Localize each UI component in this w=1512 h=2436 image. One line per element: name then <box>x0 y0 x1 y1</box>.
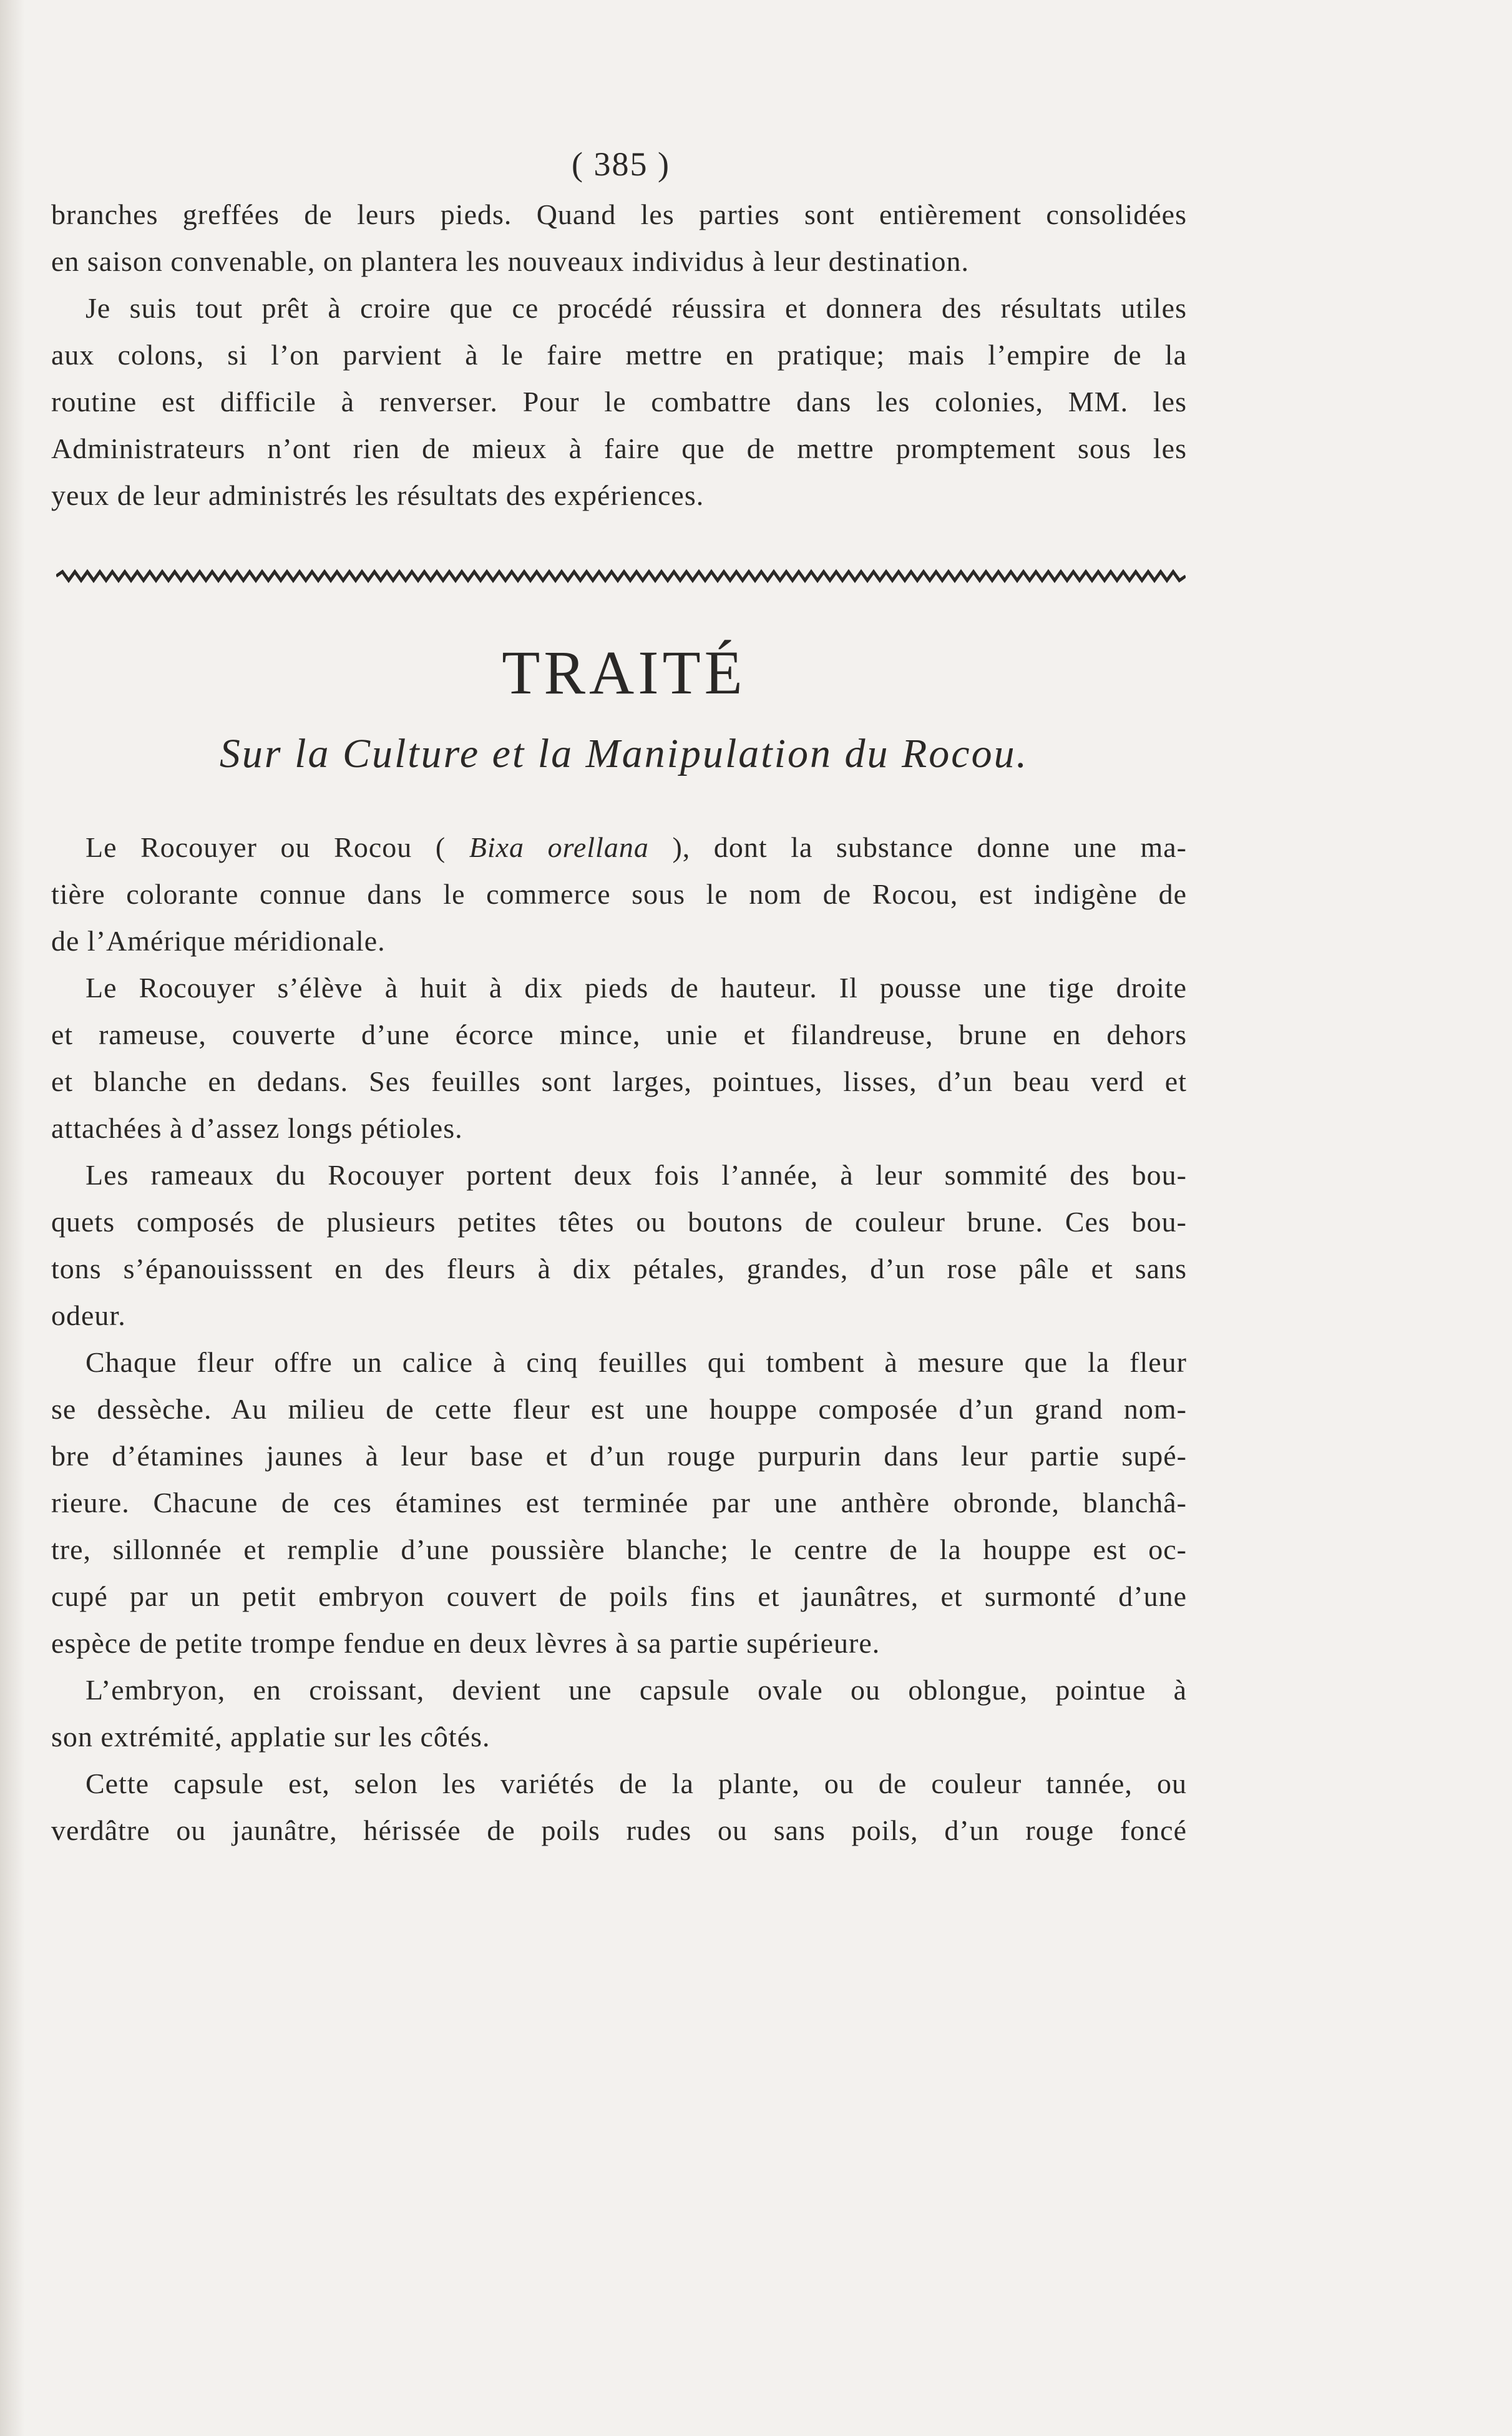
treatise-title: TRAITÉ <box>502 638 746 707</box>
latin-name: Bixa orellana <box>469 831 649 863</box>
text-line: cupé par un petit embryon couvert de poils fins et jaunâtres, et surmonté d’une <box>51 1580 1187 1612</box>
page-number: ( 385 ) <box>572 145 670 183</box>
text-line: Administrateurs n’ont rien de mieux à faire que de mettre promptement sous les <box>51 433 1187 464</box>
text-line: Le Rocouyer s’élève à huit à dix pieds de hauteur. Il pousse une tige droite <box>85 972 1187 1004</box>
text-line: yeux de leur administrés les résultats des expériences. <box>51 479 705 511</box>
text-line: de l’Amérique méridionale. <box>51 925 386 957</box>
text-line: branches greffées de leurs pieds. Quand les parties sont entièrement consolidées <box>51 198 1187 230</box>
text-line: tière colorante connue dans le commerce sous le nom de Rocou, est indigène de <box>51 878 1187 910</box>
text-line: quets composés de plusieurs petites têtes ou boutons de couleur brune. Ces bou- <box>51 1206 1187 1238</box>
text-line: odeur. <box>51 1299 126 1331</box>
treatise-body <box>51 824 1187 1854</box>
text-line: tons s’épanouisssent en des fleurs à dix pétales, grandes, d’un rose pâle et sans <box>51 1253 1187 1284</box>
intro-paragraphs <box>51 191 1187 519</box>
text-line: Je suis tout prêt à croire que ce procédé réussira et donnera des résultats utiles <box>85 292 1187 324</box>
treatise-subtitle: Sur la Culture et la Manipulation du Rocou. <box>219 731 1029 776</box>
text-line: en saison convenable, on plantera les nouveaux individus à leur destination. <box>51 245 969 277</box>
text-line: rieure. Chacune de ces étamines est terminée par une anthère obronde, blanchâ- <box>51 1487 1187 1519</box>
text-line: son extrémité, applatie sur les côtés. <box>51 1721 490 1753</box>
text-line: attachées à d’assez longs pétioles. <box>51 1112 463 1144</box>
text-line: routine est difficile à renverser. Pour le combattre dans les colonies, MM. les <box>51 386 1187 418</box>
text-line: Le Rocouyer ou Rocou ( Bixa orellana ), dont la substance donne une ma- <box>85 831 1188 863</box>
text-line: Cette capsule est, selon les variétés de la plante, ou de couleur tannée, ou <box>85 1768 1187 1799</box>
text-line: tre, sillonnée et remplie d’une poussière blanche; le centre de la houppe est oc- <box>51 1534 1187 1565</box>
text-line: aux colons, si l’on parvient à le faire mettre en pratique; mais l’empire de la <box>51 339 1187 371</box>
text-line: verdâtre ou jaunâtre, hérissée de poils rudes ou sans poils, d’un rouge foncé <box>51 1814 1187 1846</box>
ornamental-divider <box>56 567 1186 585</box>
text-line: Chaque fleur offre un calice à cinq feuilles qui tombent à mesure que la fleur <box>85 1346 1187 1378</box>
text-line: et rameuse, couverte d’une écorce mince, unie et filandreuse, brune en dehors <box>51 1019 1187 1050</box>
text-line: se dessèche. Au milieu de cette fleur est une houppe composée d’un grand nom- <box>51 1393 1187 1425</box>
text-line: bre d’étamines jaunes à leur base et d’un rouge purpurin dans leur partie supé- <box>51 1440 1187 1472</box>
text-line: Les rameaux du Rocouyer portent deux fois l’année, à leur sommité des bou- <box>85 1159 1187 1191</box>
text-line: espèce de petite trompe fendue en deux lèvres à sa partie supérieure. <box>51 1627 880 1659</box>
text-line: L’embryon, en croissant, devient une capsule ovale ou oblongue, pointue à <box>85 1674 1187 1706</box>
text-line: et blanche en dedans. Ses feuilles sont larges, pointues, lisses, d’un beau verd et <box>51 1065 1187 1097</box>
